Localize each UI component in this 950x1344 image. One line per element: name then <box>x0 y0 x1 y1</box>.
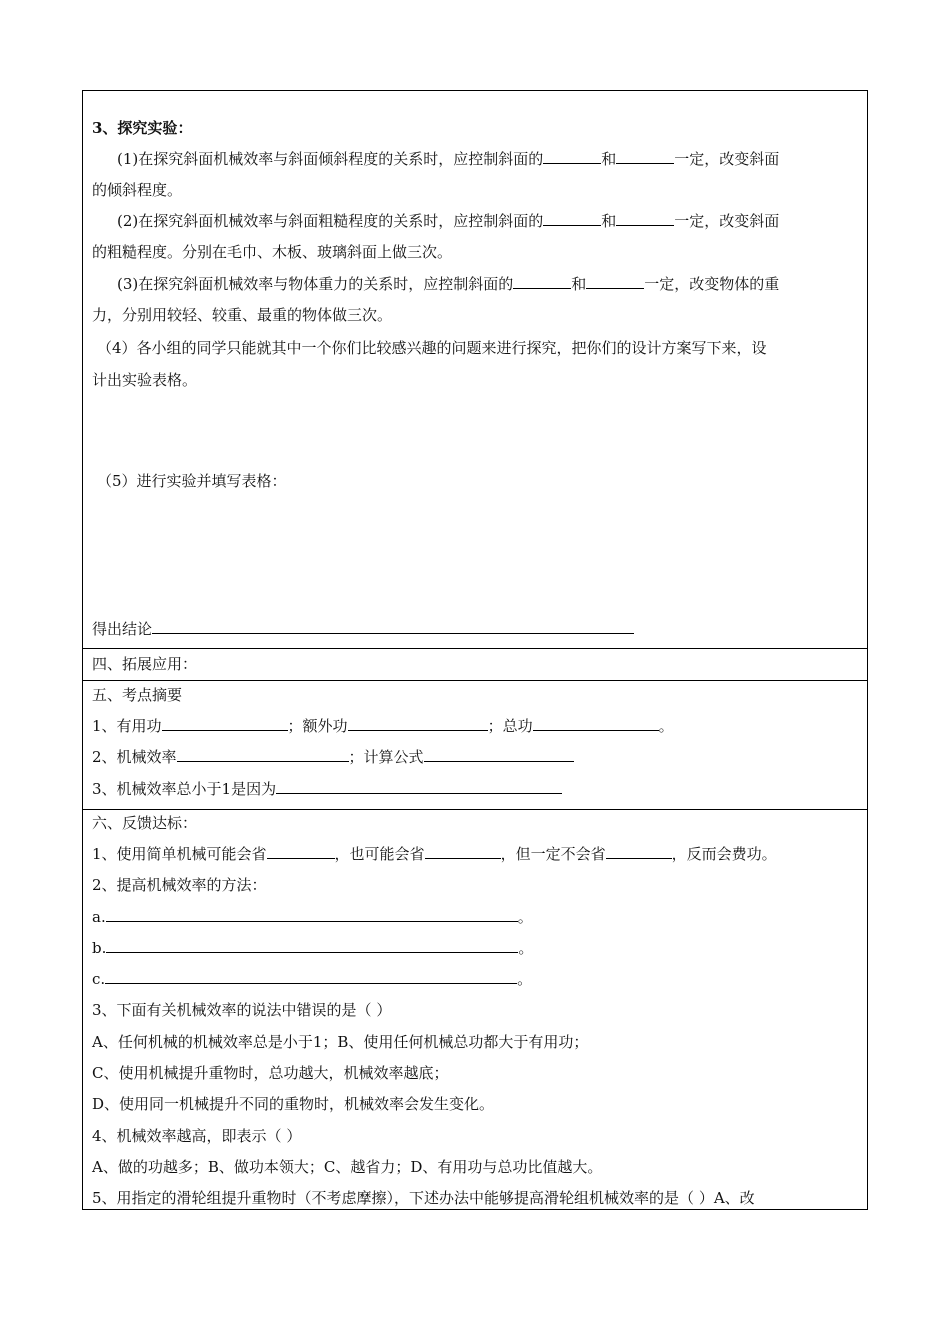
blank <box>513 274 571 289</box>
s6-q3-optD: D、使用同一机械提升不同的重物时，机械效率会发生变化。 <box>92 1095 495 1113</box>
blank <box>543 211 601 226</box>
blank <box>267 844 335 859</box>
s6-q3: 3、下面有关机械效率的说法中错误的是（ ） <box>92 1001 392 1019</box>
blank <box>348 716 488 731</box>
s6-q2-b: b. 。 <box>92 939 534 957</box>
blank <box>586 274 644 289</box>
s6-q5: 5、用指定的滑轮组提升重物时（不考虑摩擦），下述办法中能够提高滑轮组机械效率的是（ ）A、改 <box>92 1189 755 1207</box>
s6-q2: 2、提高机械效率的方法： <box>92 876 267 894</box>
blank <box>162 716 288 731</box>
blank <box>276 779 562 794</box>
worksheet-table <box>82 90 868 1210</box>
s3-p2-line1: (2)在探究斜面机械效率与斜面粗糙程度的关系时，应控制斜面的 和 一定，改变斜面 <box>117 212 780 230</box>
blank <box>152 619 634 634</box>
s6-q3-optC: C、使用机械提升重物时，总功越大，机械效率越底； <box>92 1064 449 1082</box>
s6-q2-c: c. 。 <box>92 970 533 988</box>
blank <box>533 716 659 731</box>
blank <box>543 149 601 164</box>
s3-p1-line1: (1)在探究斜面机械效率与斜面倾斜程度的关系时，应控制斜面的 和 一定，改变斜面 <box>117 150 780 168</box>
row-divider <box>83 680 867 681</box>
section-3-heading: 3、探究实验： <box>92 119 193 137</box>
section-4-heading: 四、拓展应用： <box>92 655 198 673</box>
conclusion-line: 得出结论 <box>92 619 861 639</box>
s3-p5: （5）进行实验并填写表格： <box>97 472 287 490</box>
s6-q2-a: a. 。 <box>92 908 533 926</box>
section-5-heading: 五、考点摘要 <box>92 686 183 704</box>
section-6-heading: 六、反馈达标： <box>92 814 198 832</box>
s3-p2-line2: 的粗糙程度。分别在毛巾、木板、玻璃斜面上做三次。 <box>92 243 453 261</box>
blank <box>616 149 674 164</box>
s3-p4-line2: 计出实验表格。 <box>92 371 198 389</box>
row-divider <box>83 809 867 810</box>
s6-q4-options: A、做的功越多；B、做功本领大；C、越省力；D、有用功与总功比值越大。 <box>92 1158 603 1176</box>
s6-q1: 1、使用简单机械可能会省 ，也可能会省 ，但一定不会省 ，反而会费功。 <box>92 845 777 863</box>
s3-p1-line2: 的倾斜程度。 <box>92 181 183 199</box>
s3-p4-line1: （4）各小组的同学只能就其中一个你们比较感兴趣的问题来进行探究，把你们的设计方案写下来，设 <box>97 339 767 357</box>
blank <box>616 211 674 226</box>
blank <box>177 747 349 762</box>
row-divider <box>83 648 867 649</box>
blank <box>606 844 672 859</box>
s3-p3-line2: 力，分别用较轻、较重、最重的物体做三次。 <box>92 306 393 324</box>
blank <box>106 938 518 953</box>
blank <box>425 844 501 859</box>
blank <box>105 969 517 984</box>
s5-line2: 2、机械效率 ；计算公式 <box>92 747 861 767</box>
s5-line1: 1、有用功 ；额外功 ；总功 。 <box>92 717 674 735</box>
s5-line3: 3、机械效率总小于1是因为 <box>92 779 861 799</box>
s6-q3-optA: A、任何机械的机械效率总是小于1；B、使用任何机械总功都大于有用功； <box>92 1033 589 1051</box>
s3-p3-line1: (3)在探究斜面机械效率与物体重力的关系时，应控制斜面的 和 一定，改变物体的重 <box>117 275 780 293</box>
s6-q4: 4、机械效率越高，即表示（ ） <box>92 1127 302 1145</box>
blank <box>106 907 518 922</box>
blank <box>424 747 574 762</box>
